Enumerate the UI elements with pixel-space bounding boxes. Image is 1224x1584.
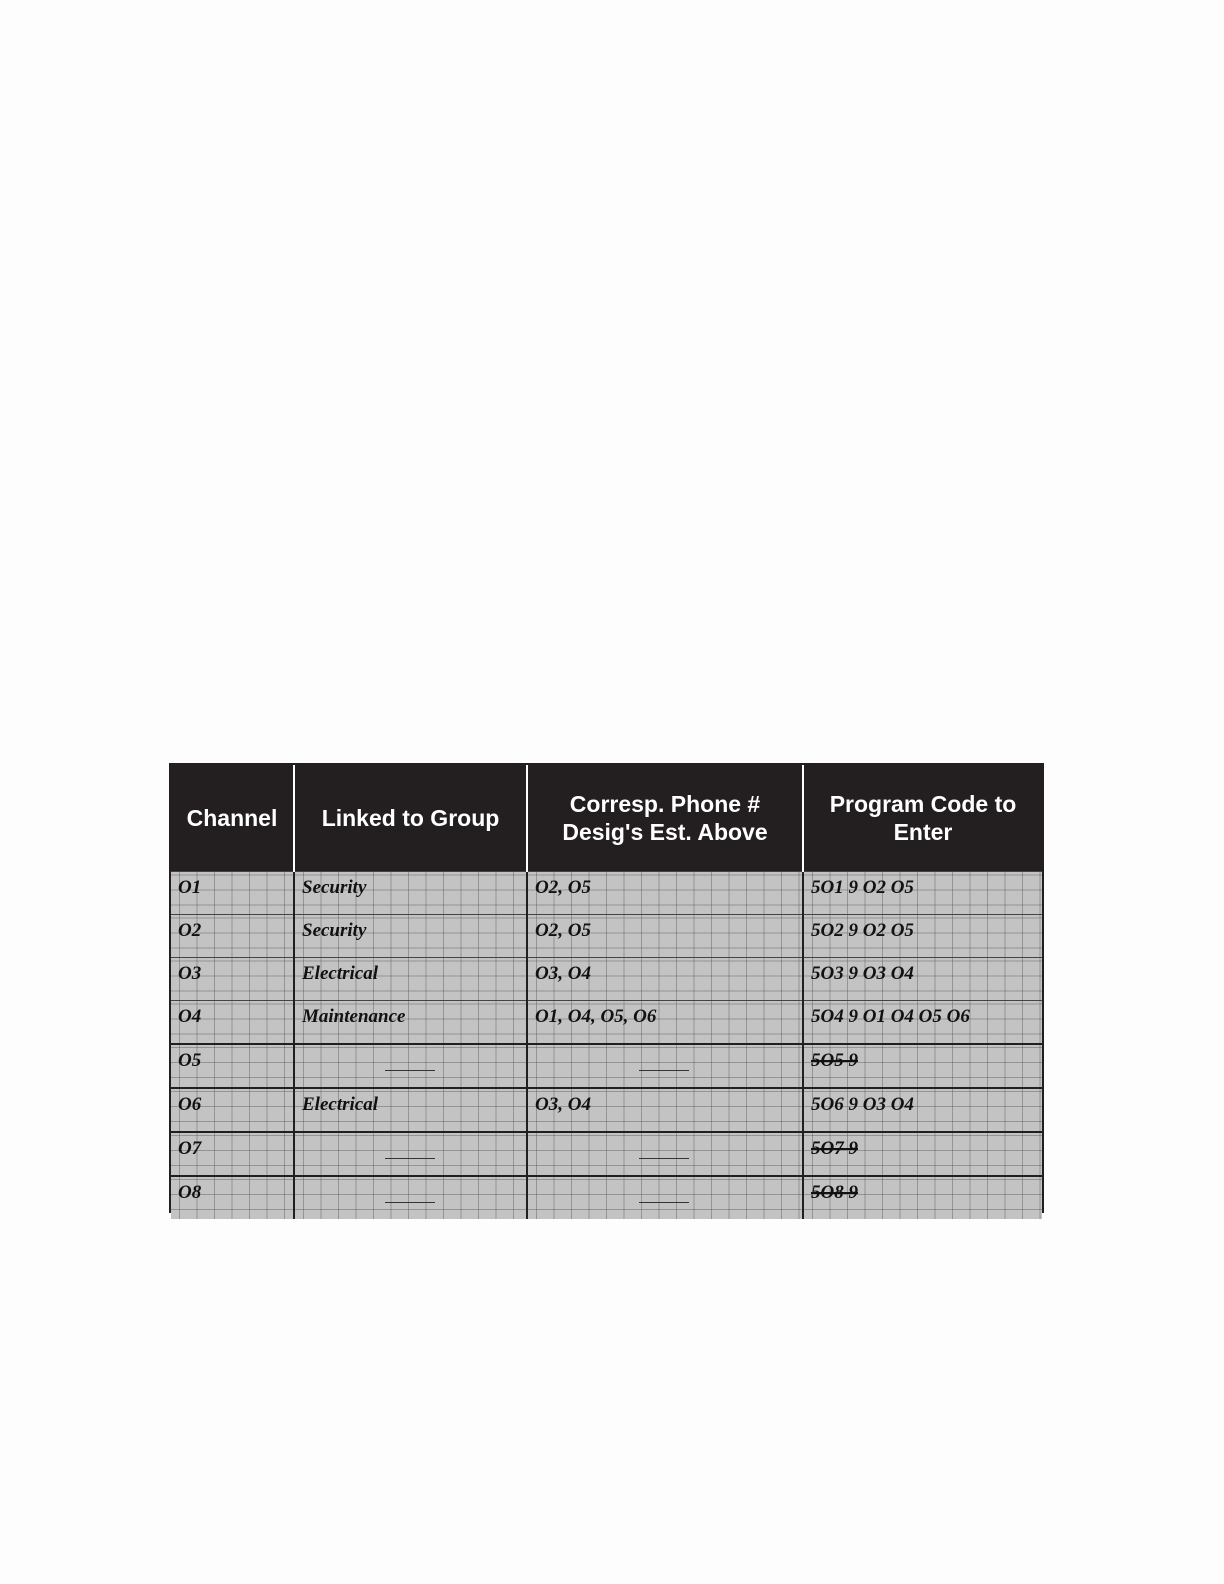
cell-group: Electrical bbox=[294, 958, 527, 1001]
blank-line bbox=[385, 1202, 435, 1203]
cell-code: 5O2 9 O2 O5 bbox=[803, 915, 1042, 958]
table-row bbox=[171, 1176, 1042, 1219]
header-phone-desig: Corresp. Phone # Desig's Est. Above bbox=[527, 765, 803, 872]
cell-channel: O8 bbox=[171, 1176, 294, 1219]
cell-code-text: 5O8 9 bbox=[811, 1182, 858, 1203]
cell-phone: O3, O4 bbox=[527, 1088, 803, 1132]
table-row bbox=[171, 1132, 1042, 1176]
cell-phone-blank bbox=[527, 1132, 803, 1176]
cell-group-blank bbox=[294, 1176, 527, 1219]
cell-code: 5O1 9 O2 O5 bbox=[803, 872, 1042, 915]
cell-channel: O7 bbox=[171, 1132, 294, 1176]
cell-code-text: 5O5 9 bbox=[811, 1050, 858, 1071]
table-row bbox=[171, 1001, 1042, 1045]
cell-code-text: 5O7 9 bbox=[811, 1138, 858, 1159]
table-row bbox=[171, 958, 1042, 1001]
cell-code bbox=[803, 1176, 1042, 1219]
cell-phone-blank bbox=[527, 1044, 803, 1088]
cell-code: 5O3 9 O3 O4 bbox=[803, 958, 1042, 1001]
cell-group: Security bbox=[294, 872, 527, 915]
blank-line bbox=[639, 1202, 689, 1203]
cell-group-blank bbox=[294, 1132, 527, 1176]
cell-channel: O4 bbox=[171, 1001, 294, 1045]
cell-phone: O2, O5 bbox=[527, 915, 803, 958]
blank-line bbox=[385, 1070, 435, 1071]
table-row bbox=[171, 1088, 1042, 1132]
table-row bbox=[171, 1044, 1042, 1088]
blank-line bbox=[639, 1158, 689, 1159]
cell-phone: O2, O5 bbox=[527, 872, 803, 915]
header-linked-group: Linked to Group bbox=[294, 765, 527, 872]
blank-line bbox=[385, 1158, 435, 1159]
table-row bbox=[171, 872, 1042, 915]
cell-channel: O2 bbox=[171, 915, 294, 958]
cell-group-blank bbox=[294, 1044, 527, 1088]
cell-phone: O1, O4, O5, O6 bbox=[527, 1001, 803, 1045]
cell-code bbox=[803, 1132, 1042, 1176]
cell-channel: O6 bbox=[171, 1088, 294, 1132]
table bbox=[171, 765, 1042, 1219]
channel-program-table bbox=[169, 763, 1044, 1213]
cell-code: 5O4 9 O1 O4 O5 O6 bbox=[803, 1001, 1042, 1045]
cell-group: Electrical bbox=[294, 1088, 527, 1132]
cell-phone-blank bbox=[527, 1176, 803, 1219]
cell-channel: O3 bbox=[171, 958, 294, 1001]
table-row bbox=[171, 915, 1042, 958]
cell-channel: O5 bbox=[171, 1044, 294, 1088]
table-header-row bbox=[171, 765, 1042, 872]
cell-channel: O1 bbox=[171, 872, 294, 915]
cell-phone: O3, O4 bbox=[527, 958, 803, 1001]
cell-group: Security bbox=[294, 915, 527, 958]
header-program-code: Program Code to Enter bbox=[803, 765, 1042, 872]
blank-line bbox=[639, 1070, 689, 1071]
cell-group: Maintenance bbox=[294, 1001, 527, 1045]
header-channel: Channel bbox=[171, 765, 294, 872]
cell-code bbox=[803, 1044, 1042, 1088]
cell-code: 5O6 9 O3 O4 bbox=[803, 1088, 1042, 1132]
